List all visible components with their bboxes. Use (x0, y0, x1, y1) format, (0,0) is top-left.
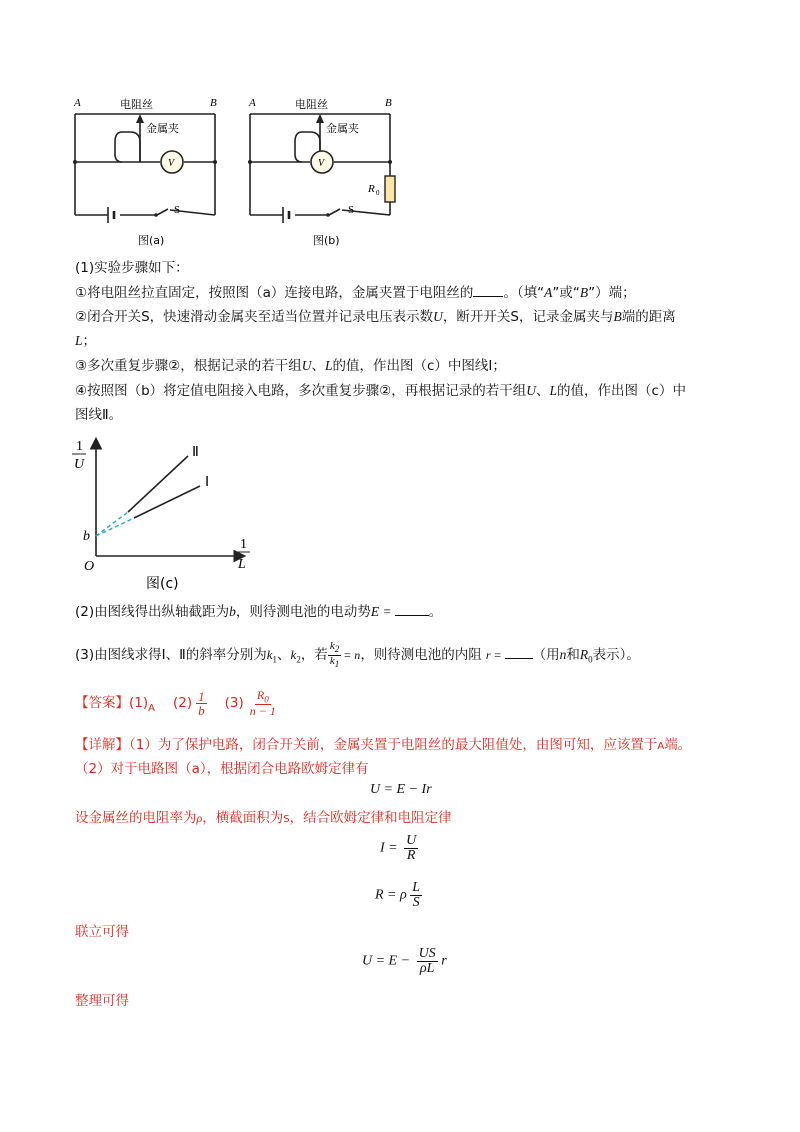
caption-b: 图(b) (313, 234, 340, 247)
line-2-label: Ⅱ (192, 445, 199, 460)
step-title: (1)实验步骤如下： (75, 260, 189, 276)
origin-label: O (84, 559, 95, 574)
resistor-r0-label: R (368, 183, 375, 195)
answer-line: 【答案】$(1)_A$ (2) $\frac{1}{b}$ (3) $\frac{R_0}{n - 1}$ (75, 687, 276, 719)
answer-blank-1 (473, 284, 503, 297)
y-axis-den: U (74, 457, 85, 472)
y-axis-num: 1 (76, 439, 83, 454)
resistor-r0-sub: 0 (376, 189, 380, 197)
answer-blank-2 (395, 603, 429, 616)
label-b-clip: 金属夹 (326, 122, 359, 135)
step-2: ②闭合开关S，快速滑动金属夹至适当位置并记录电压表示数U，断开开关S，记录金属夹与B端的距离 (75, 309, 676, 325)
graph-figure-c (68, 428, 268, 593)
detail-line-1: 【详解】（1）为了保护电路，闭合开关前，金属夹置于电阻丝的最大阻值处，由图可知，应该置于A端。 (75, 737, 692, 753)
circuit-figure-a (60, 92, 240, 252)
question-3: (3)由图线求得Ⅰ、Ⅱ的斜率分别为$k_1$、$k_2$，若 $\frac{k_2}{k_1}$ = n，则待测电池的内阻 r = （用n和$R_0$表示）。 (75, 640, 640, 669)
label-b-A: A (249, 97, 256, 109)
circuit-figure-b (235, 92, 415, 252)
label-a-A: A (74, 97, 81, 109)
intercept-label: b (83, 529, 90, 544)
equation-4: U = E − $\frac{US}{\rho L}$ r (362, 946, 447, 976)
switch-a-label: S (174, 204, 181, 216)
question-2: (2)由图线得出纵轴截距为b，则待测电池的电动势E = 。 (75, 604, 443, 620)
x-axis-den: L (238, 557, 246, 572)
x-axis-num: 1 (240, 537, 247, 552)
step-1: ①将电阻丝拉直固定，按照图（a）连接电路，金属夹置于电阻丝的 。（填“A”或“B”）端； (75, 285, 636, 301)
equation-3: R = ρ $\frac{L}{S}$ (375, 880, 421, 910)
label-a-wire: 电阻丝 (120, 98, 153, 111)
equation-2: I = $\frac{U}{R}$ (380, 833, 417, 863)
answer-blank-3 (505, 646, 533, 659)
step-3: ③多次重复步骤②，根据记录的若干组U、L的值，作出图（c）中图线Ⅰ； (75, 358, 506, 374)
line-1-label: Ⅰ (205, 475, 210, 490)
step-2-cont: L； (75, 333, 97, 349)
label-b-B: B (385, 97, 392, 109)
detail-line-3: 设金属丝的电阻率为ρ，横截面积为S，结合欧姆定律和电阻定律 (75, 810, 452, 826)
k-ratio-fraction: $\frac{k_2}{k_1}$ (329, 640, 340, 669)
equation-1: U = E − Ir (370, 782, 432, 797)
switch-b-label: S (348, 204, 355, 216)
detail-line-4: 联立可得 (75, 924, 129, 940)
caption-c: 图(c) (146, 576, 179, 592)
detail-line-2: （2）对于电路图（a），根据闭合电路欧姆定律有 (75, 761, 369, 777)
voltmeter-b-label: V (318, 158, 325, 169)
label-b-wire: 电阻丝 (295, 98, 328, 111)
detail-line-5: 整理可得 (75, 993, 129, 1009)
step-4-cont: 图线Ⅱ。 (75, 407, 123, 423)
voltmeter-a-label: V (168, 158, 175, 169)
label-a-clip: 金属夹 (146, 122, 179, 135)
detail-label: 【详解】 (75, 737, 129, 753)
label-a-B: B (210, 97, 217, 109)
answer-3-fraction: $\frac{R_0}{n - 1}$ (249, 687, 276, 719)
step-4: ④按照图（b）将定值电阻接入电路，多次重复步骤②，再根据记录的若干组U、L的值，作出图（c）中 (75, 383, 686, 399)
caption-a: 图(a) (138, 234, 165, 247)
answer-label: 【答案】 (75, 695, 129, 711)
answer-2-fraction: $\frac{1}{b}$ (198, 688, 205, 718)
